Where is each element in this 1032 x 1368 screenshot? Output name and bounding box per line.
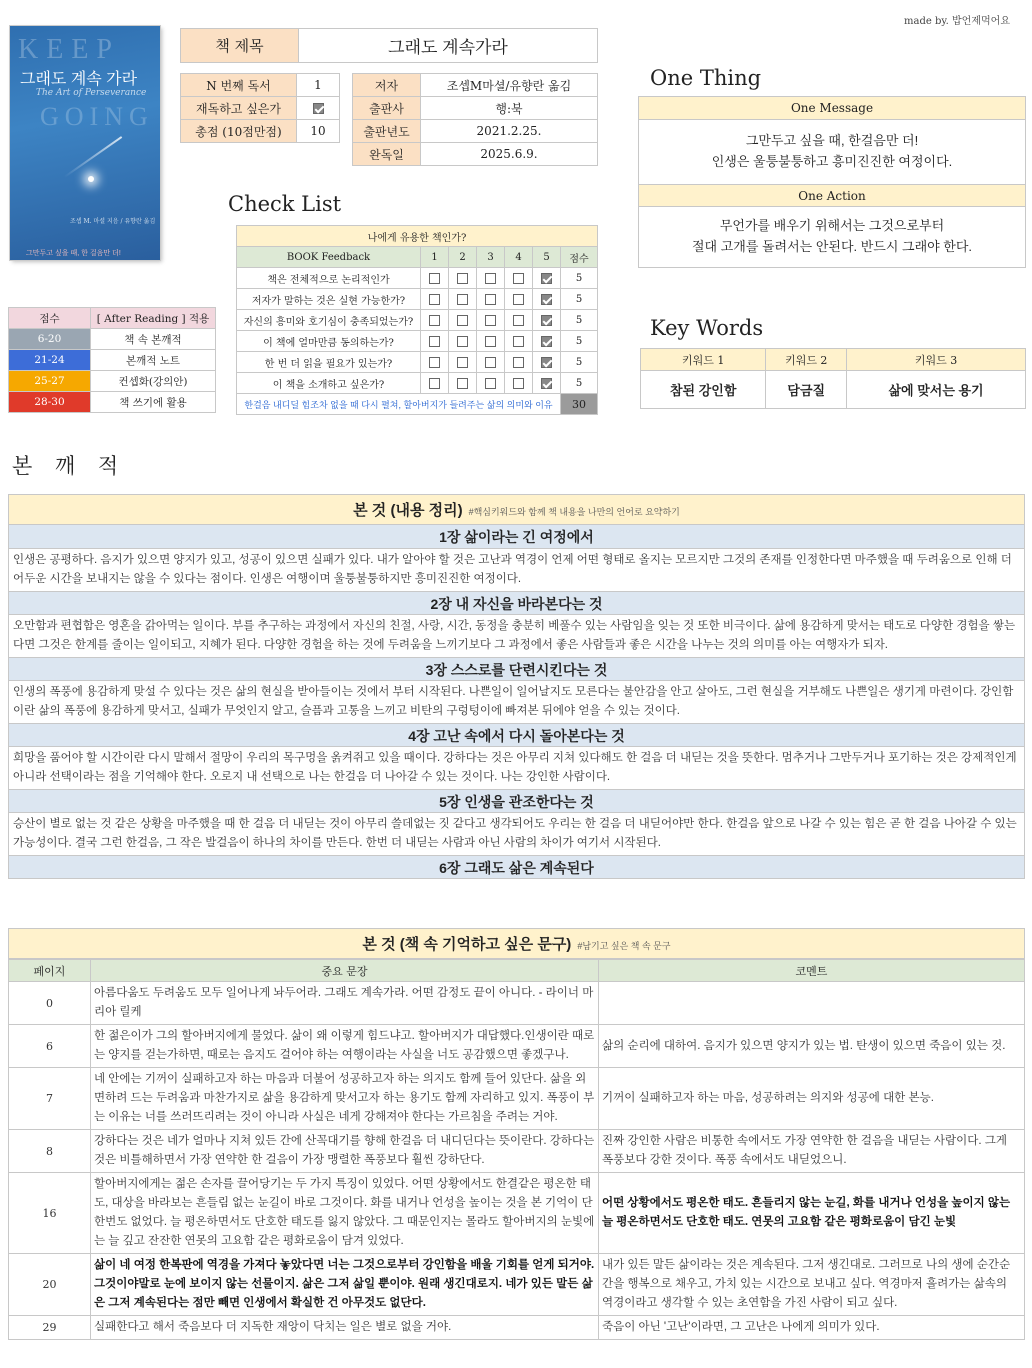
n-value: 1 (297, 74, 340, 97)
checkbox-1[interactable] (429, 357, 440, 368)
one-message-label: One Message (639, 97, 1025, 120)
row-score: 5 (561, 331, 598, 352)
col-5: 5 (533, 247, 561, 268)
chapter-title: 4장 고난 속에서 다시 돌아본다는 것 (8, 723, 1025, 747)
quote-comment: 삶의 순리에 대하여. 음지가 있으면 양지가 있는 법. 탄생이 있으면 죽음이 있는 것. (599, 1025, 1025, 1068)
keyword-label: 키워드 3 (847, 349, 1026, 371)
summary-title: 본 것 (내용 정리) (353, 502, 463, 519)
done-label: 완독일 (353, 143, 421, 166)
shooting-star-trail (64, 136, 122, 178)
checkbox-4[interactable] (513, 378, 524, 389)
checkbox-4[interactable] (513, 336, 524, 347)
legend-apply: 책 속 본깨적 (91, 329, 216, 350)
checklist-question-text: 자신의 흥미와 호기심이 충족되었는가? (237, 310, 421, 331)
legend-row (9, 329, 216, 350)
quote-sentence: 강하다는 것은 네가 얼마나 지쳐 있든 간에 산꼭대기를 향해 한걸음 더 내디딘다는 뜻이란다. 강하다는 것은 비틀해하면서 가장 연약한 한 걸음이 가장 맹렬한 폭풍보다 훨씬 강하단다. (91, 1130, 599, 1173)
checklist-question-text: 한 번 더 읽을 필요가 있는가? (237, 352, 421, 373)
checkbox-2[interactable] (457, 357, 468, 368)
checkbox-2[interactable] (457, 378, 468, 389)
checkbox-5[interactable] (541, 294, 552, 305)
quote-page: 20 (9, 1254, 91, 1316)
checkbox-1[interactable] (429, 315, 440, 326)
col-3: 3 (477, 247, 505, 268)
year-value: 2021.2.25. (421, 120, 598, 143)
checkbox-3[interactable] (485, 357, 496, 368)
shooting-star-icon (88, 176, 94, 182)
cover-tagline: 그만두고 싶을 때, 한 걸음만 더! (26, 250, 121, 257)
score-label: 총점 (10점만점) (181, 120, 297, 143)
summary-hint: #핵심키워드와 함께 책 내용을 나만의 언어로 요약하기 (468, 507, 680, 517)
quotes-title: 본 것 (책 속 기억하고 싶은 문구) (362, 936, 572, 953)
score-value: 10 (297, 120, 340, 143)
legend-range: 28-30 (9, 392, 91, 413)
quotes-header (8, 928, 1025, 959)
summary-section (8, 494, 1025, 879)
publisher-label: 출판사 (353, 97, 421, 120)
col-1: 1 (421, 247, 449, 268)
row-score: 5 (561, 352, 598, 373)
checklist-question-text: 책은 전체적으로 논리적인가 (237, 268, 421, 289)
book-title-label: 책 제목 (181, 29, 299, 63)
quote-sentence: 삶이 네 여정 한복판에 역경을 가져다 놓았다면 너는 그것으로부터 강인함을 배울 기회를 얻게 되거야. 그것이야말로 눈에 보이지 않는 선물이지. 삶은 그저 삶일 뿐이야. 원래 생긴대로지. 네가 있든 말든 삶은 그저 계속된다는 점만 빼면 인생에서 확실한 건 아무것도 없단다. (91, 1254, 599, 1316)
quote-sentence: 아름다움도 두려움도 모두 일어나게 놔두어라. 그래도 계속가라. 어떤 감정도 끝이 아니다. - 라이너 마리아 릴케 (91, 982, 599, 1025)
chapter-title: 3장 스스로를 단련시킨다는 것 (8, 657, 1025, 681)
chapter-body: 희망을 품어야 할 시간이란 다시 말해서 절망이 우리의 목구멍을 옭켜쥐고 있을 때이다. 강하다는 것은 아무리 지쳐 있다해도 한 걸음 더 내딛는 것을 뜻한다. 멈추거나 그만두거나 포기하는 것은 강제적인게 아니라 선택이라는 점을 기억해야 한다. 오로지 내 선택으로 나는 한걸음 더 나아갈 수 있는 것이다. 나는 강인한 사람이다. (8, 747, 1025, 789)
checklist-question-text: 이 책을 소개하고 싶은가? (237, 373, 421, 394)
quote-comment: 진짜 강인한 사람은 비통한 속에서도 가장 연약한 한 걸음을 내딛는 사람이다. 그게 폭풍보다 강한 것이다. 폭풍 속에서도 내딛었으니. (599, 1130, 1025, 1173)
checklist-row (237, 268, 598, 289)
score-legend-table (8, 307, 216, 413)
checklist-row (237, 331, 598, 352)
sentence-header: 중요 문장 (91, 960, 599, 982)
checkbox-1[interactable] (429, 273, 440, 284)
chapter-body: 인생은 공평하다. 음지가 있으면 양지가 있고, 성공이 있으면 실패가 있다. 내가 알아야 할 것은 고난과 역경이 언제 어떤 형태로 올지는 모르지만 그것의 존재를 인정한다면 마주했을 때 두려움으로 인해 더 어두운 시간을 보내지는 않을 수 있다는 점이다. 인생은 여행이며 울퉁불퉁하지만 흥미진진한 여정이다. (8, 549, 1025, 591)
page-header: 페이지 (9, 960, 91, 982)
checkbox-4[interactable] (513, 273, 524, 284)
quotes-hint: #남기고 싶은 책 속 문구 (577, 941, 671, 951)
score-header: 점수 (561, 247, 598, 268)
checklist-summary: 한걸음 내디딜 힘조차 없을 때 다시 펼쳐, 할아버지가 들려주는 삶의 의미와 이유 (237, 394, 561, 415)
checkbox-4[interactable] (513, 294, 524, 305)
keywords-table (640, 348, 1026, 409)
one-thing-heading: One Thing (650, 66, 762, 90)
keywords-heading: Key Words (650, 316, 764, 340)
table-row (9, 1068, 1025, 1130)
cover-title: 그래도 계속 가라 (20, 71, 138, 88)
checklist-question-text: 저자가 말하는 것은 실현 가능한가? (237, 289, 421, 310)
chapter-title: 6장 그래도 삶은 계속된다 (8, 855, 1025, 879)
cover-going-text: GOING (40, 102, 154, 131)
quote-page: 0 (9, 982, 91, 1025)
legend-range: 25-27 (9, 371, 91, 392)
quote-comment: 죽음이 아닌 '고난'이라면, 그 고난은 나에게 의미가 있다. (599, 1316, 1025, 1340)
checkbox-4[interactable] (513, 357, 524, 368)
chapter-title: 2장 내 자신을 바라본다는 것 (8, 591, 1025, 615)
quote-comment: 어떤 상황에서도 평온한 태도. 흔들리지 않는 눈길, 화를 내거나 언성을 높이지 않는 늘 평온하면서도 단호한 태도. 연못의 고요함 같은 평화로움이 담긴 눈빛 (599, 1173, 1025, 1254)
bongaejeok-heading: 본 깨 적 (12, 454, 127, 478)
checklist-question: 나에게 유용한 책인가? (237, 226, 598, 247)
keyword-label: 키워드 1 (641, 349, 766, 371)
checkbox-5[interactable] (541, 336, 552, 347)
legend-range: 6-20 (9, 329, 91, 350)
quote-page: 8 (9, 1130, 91, 1173)
year-label: 출판년도 (353, 120, 421, 143)
legend-range: 21-24 (9, 350, 91, 371)
quotes-table (8, 959, 1025, 1340)
quote-comment (599, 982, 1025, 1025)
table-row (9, 982, 1025, 1025)
checkbox-5[interactable] (541, 273, 552, 284)
quote-sentence: 네 안에는 기꺼이 실패하고자 하는 마음과 더불어 성공하고자 하는 의지도 함께 들어 있단다. 삶을 외면하려 드는 두려움과 마찬가지로 삶을 용감하게 맞서고자 하는 용기도 함께 자리하고 있지. 폭풍이 부는 이유는 너를 쓰러뜨리려는 것이 아니라 사실은 네게 강해져야 한다는 가르침을 주려는 거야. (91, 1068, 599, 1130)
quote-sentence: 한 젊은이가 그의 할아버지에게 물었다. 삶이 왜 이렇게 힘드냐고. 할아버지가 대답했다.인생이란 때로는 양지를 걷는가하면, 때로는 음지도 걸어야 하는 여행이라는 사실을 너도 공감했으면 좋겠구나. (91, 1025, 599, 1068)
row-score: 5 (561, 289, 598, 310)
one-message-line: 그만두고 싶을 때, 한걸음만 더! (745, 133, 919, 148)
book-cover-image (10, 26, 160, 260)
checklist-row (237, 310, 598, 331)
legend-apply: 본깨적 노트 (91, 350, 216, 371)
checkbox-1[interactable] (429, 336, 440, 347)
table-row (9, 1254, 1025, 1316)
reading-info-table (180, 73, 340, 143)
col-2: 2 (449, 247, 477, 268)
legend-apply-header: [ After Reading ] 적용 (91, 308, 216, 329)
keyword-label: 키워드 2 (766, 349, 847, 371)
checkbox-3[interactable] (485, 315, 496, 326)
n-label: N 번째 독서 (181, 74, 297, 97)
chapter-body: 인생의 폭풍에 용감하게 맞설 수 있다는 것은 삶의 현실을 받아들이는 것에서 부터 시작된다. 나쁜일이 일어날지도 모른다는 불안감을 안고 살아도, 그런 현실을 거부해도 나쁜일은 생기게 마련이다. 강인함이란 삶의 폭풍에 용감하게 맞서고, 실패가 무엇인지 알고, 슬픔과 고통을 느끼고 비탄의 구렁텅이에 빠져본 뒤에야 얻을 수 있는 것이다. (8, 681, 1025, 723)
quote-sentence: 할아버지에게는 젊은 손자를 끌어당기는 두 가지 특징이 있었다. 어떤 상황에서도 한결같은 평온한 태도, 대상을 바라보는 흔들림 없는 눈길이 바로 그것이다. 화를 내거나 언성을 높이는 것을 본 기억이 단 한번도 없었다. 늘 평온하면서도 단호한 태도를 잃지 않았다. 그 때문인지는 몰라도 할아버지의 눈빛에는 늘 깊고 잔잔한 연못의 고요함 같은 평화로움이 담겨 있었다. (91, 1173, 599, 1254)
checkbox-5[interactable] (541, 315, 552, 326)
one-message-line: 인생은 울퉁불퉁하고 흥미진진한 여정이다. (711, 154, 953, 169)
author-label: 저자 (353, 74, 421, 97)
quote-page: 29 (9, 1316, 91, 1340)
chapter-body: 승산이 별로 없는 것 같은 상황을 마주했을 때 한 걸음 더 내딛는 것이 아무리 쓸데없는 짓 같다고 생각되어도 우리는 한 걸음 더 내딛어야만 한다. 한걸음 앞으로 나갈 수 있는 힘은 곧 한 걸음 나아갈 수 있는 가능성이다. 결국 그런 한걸음, 그 작은 발걸음이 하나의 차이를 만든다. 한번 더 내딛는 사람과 아닌 사람의 차이가 여기서 시작된다. (8, 813, 1025, 855)
checkbox-2[interactable] (457, 294, 468, 305)
checkbox-3[interactable] (485, 273, 496, 284)
row-score: 5 (561, 373, 598, 394)
checklist-heading: Check List (228, 192, 342, 216)
one-thing-card (638, 96, 1026, 268)
checklist-table (236, 225, 598, 415)
legend-row (9, 371, 216, 392)
checklist-row (237, 289, 598, 310)
row-score: 5 (561, 310, 598, 331)
quote-page: 16 (9, 1173, 91, 1254)
quote-page: 7 (9, 1068, 91, 1130)
quote-page: 6 (9, 1025, 91, 1068)
checkbox-3[interactable] (485, 294, 496, 305)
chapter-title: 1장 삶이라는 긴 여정에서 (8, 525, 1025, 549)
quote-comment: 내가 있든 말든 삶이라는 것은 계속된다. 그저 생긴대로. 그러므로 나의 생에 순간순간을 행복으로 채우고, 가치 있는 시간으로 보내고 싶다. 역경마저 흘려가는 삶속의 역경이라고 생각할 수 있는 초연함을 가진 사람이 되고 싶다. (599, 1254, 1025, 1316)
checkbox-1[interactable] (429, 294, 440, 305)
publication-info-table (352, 73, 598, 166)
book-title-value: 그래도 계속가라 (299, 29, 598, 63)
legend-apply: 컨셉화(강의안) (91, 371, 216, 392)
table-row (9, 1316, 1025, 1340)
comment-header: 코멘트 (599, 960, 1025, 982)
chapter-title: 5장 인생을 관조한다는 것 (8, 789, 1025, 813)
checkbox-2[interactable] (457, 273, 468, 284)
quote-sentence: 실패한다고 해서 죽음보다 더 지독한 재앙이 닥치는 일은 별로 없을 거야. (91, 1316, 599, 1340)
quotes-section (8, 928, 1025, 1340)
one-action-label: One Action (639, 184, 1025, 207)
done-value: 2025.6.9. (421, 143, 598, 166)
checkbox-5[interactable] (541, 357, 552, 368)
checkbox-3[interactable] (485, 336, 496, 347)
checklist-total: 30 (561, 394, 598, 415)
checkbox-2[interactable] (457, 315, 468, 326)
col-4: 4 (505, 247, 533, 268)
publisher-value: 행:북 (421, 97, 598, 120)
checklist-row (237, 352, 598, 373)
keyword-value: 참된 강인함 (641, 371, 766, 409)
reread-label: 재독하고 싶은가 (181, 97, 297, 120)
checkbox-2[interactable] (457, 336, 468, 347)
checkbox-5[interactable] (541, 378, 552, 389)
cover-author: 조셉 M. 마셜 지음 / 유향란 옮김 (70, 218, 156, 225)
legend-apply: 책 쓰기에 활용 (91, 392, 216, 413)
summary-header (8, 494, 1025, 525)
table-row (9, 1173, 1025, 1254)
keyword-value: 담금질 (766, 371, 847, 409)
legend-row (9, 350, 216, 371)
keyword-value: 삶에 맞서는 용기 (847, 371, 1026, 409)
checklist-row (237, 373, 598, 394)
reread-checkbox[interactable] (313, 103, 324, 114)
chapter-body: 오만함과 편협함은 영혼을 갉아먹는 일이다. 부를 추구하는 과정에서 자신의 친절, 사랑, 시간, 동정을 충분히 베풀수 있는 사람임을 잊는 것 또한 비극이다. 삶에 용감하게 맞서는 태도로 다양한 경험을 쌓는다면 그것은 한계를 줄이는 일이되고, 지혜가 된다. 다양한 경험을 하는 것에 두려움을 느끼기보다 그 과정에서 좋은 사람들과 좋은 시간을 나누는 것의 의미를 아는 여행자가 되자. (8, 615, 1025, 657)
checkbox-4[interactable] (513, 315, 524, 326)
made-by-credit: made by. 밥언제먹어요 (904, 16, 1010, 27)
one-action-line: 무언가를 배우기 위해서는 그것으로부터 (719, 218, 945, 233)
checkbox-1[interactable] (429, 378, 440, 389)
author-value: 조셉M마셜/유향란 옮김 (421, 74, 598, 97)
book-title-table (180, 28, 598, 63)
quote-comment: 기꺼이 실패하고자 하는 마음, 성공하려는 의지와 성공에 대한 본능. (599, 1068, 1025, 1130)
table-row (9, 1130, 1025, 1173)
legend-row (9, 392, 216, 413)
feedback-header: BOOK Feedback (237, 247, 421, 268)
cover-keep-text: KEEP (18, 34, 120, 65)
legend-score-header: 점수 (9, 308, 91, 329)
one-action-line: 절대 고개를 돌려서는 안된다. 반드시 그래야 한다. (691, 239, 973, 254)
checklist-question-text: 이 책에 얼마만큼 동의하는가? (237, 331, 421, 352)
checkbox-3[interactable] (485, 378, 496, 389)
cover-subtitle: The Art of Perseverance (36, 88, 147, 98)
table-row (9, 1025, 1025, 1068)
row-score: 5 (561, 268, 598, 289)
